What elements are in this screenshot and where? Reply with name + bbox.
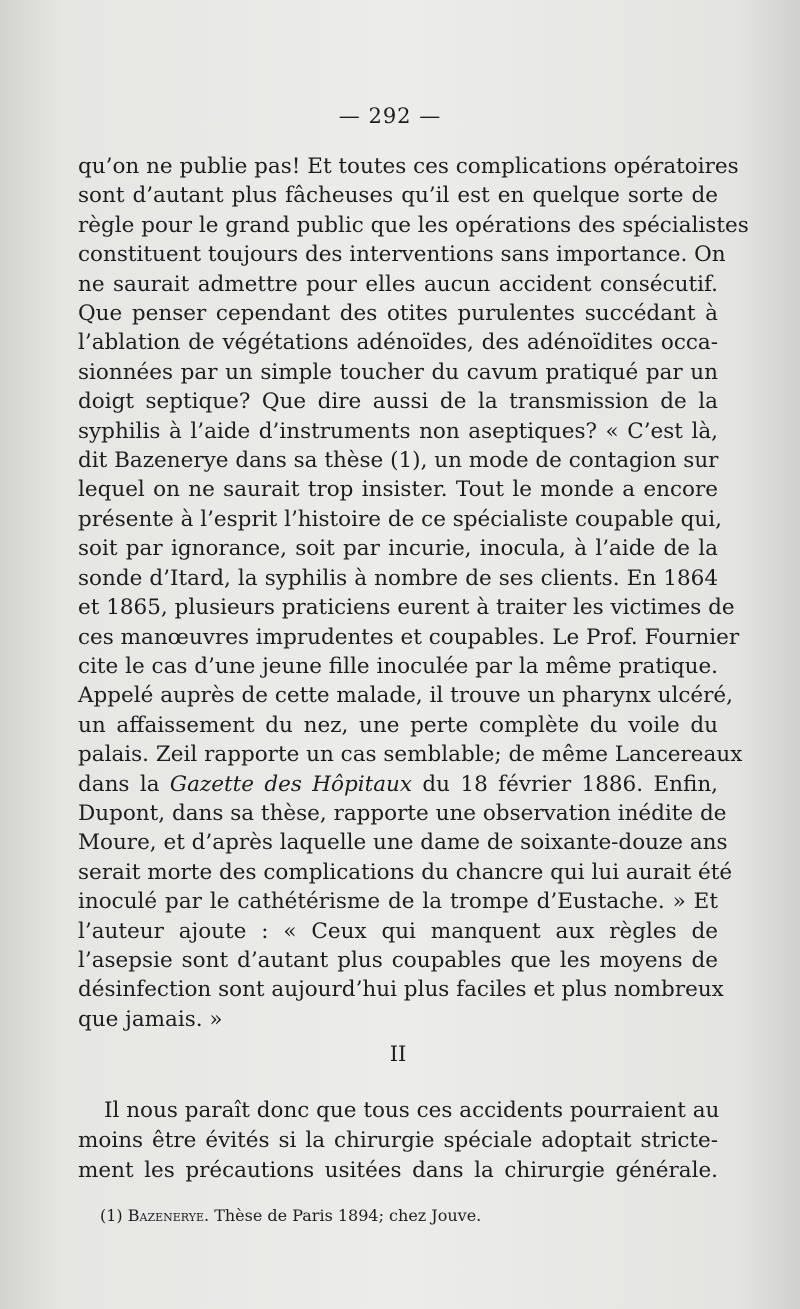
gazette-title: Gazette des Hôpitaux	[169, 771, 413, 797]
text-line: serait morte des complications du chancre qui lui aurait été	[78, 859, 733, 885]
text-line: l’auteur ajoute : « Ceux qui manquent aux règles de	[78, 918, 718, 944]
gazette-line-before: dans la	[78, 771, 170, 797]
text-line: et 1865, plusieurs praticiens eurent à traiter les victimes de	[78, 595, 735, 621]
footnote-author: Bazenerye	[127, 1206, 205, 1225]
text-line: sionnées par un simple toucher du cavum pratiqué par un	[78, 359, 718, 385]
footnote	[100, 1206, 700, 1225]
text-line: sonde d’Itard, la syphilis à nombre de ses clients. En 1864	[78, 565, 718, 591]
text-line: dit Bazenerye dans sa thèse (1), un mode de contagion sur	[78, 448, 719, 474]
text-line: règle pour le grand public que les opérations des spécialistes	[78, 212, 749, 238]
text-line: Moure, et d’après laquelle une dame de soixante-douze ans	[78, 830, 728, 856]
text-line: ces manœuvres imprudentes et coupables. Le Prof. Fournier	[78, 624, 740, 650]
section-heading: II	[389, 1042, 407, 1066]
paragraph-2	[78, 1096, 718, 1186]
text-line: palais. Zeil rapporte un cas semblable; de même Lancereaux	[78, 742, 743, 768]
text-line: Que penser cependant des otites purulentes succédant à	[78, 301, 718, 327]
text-line: qu’on ne publie pas! Et toutes ces complications opératoires	[78, 154, 739, 179]
text-line: l’asepsie sont d’autant plus coupables que les moyens de	[78, 947, 718, 973]
footnote-text: . Thèse de Paris 1894; chez Jouve.	[204, 1206, 482, 1225]
text-line: lequel on ne saurait trop insister. Tout le monde a encore	[78, 477, 718, 503]
text-line: syphilis à l’aide d’instruments non aseptiques? « C’est là,	[78, 418, 718, 444]
text-line: constituent toujours des interventions sans importance. On	[78, 242, 726, 268]
gazette-line-after: du 18 février 1886. Enfin,	[412, 771, 719, 797]
footnote-marker: (1)	[100, 1206, 123, 1225]
text-line: moins être évités si la chirurgie spéciale adoptait stricte-	[78, 1128, 718, 1153]
text-line: l’ablation de végétations adénoïdes, des adénoïdites occa-	[78, 330, 718, 356]
text-line: ne saurait admettre pour elles aucun accident consécutif.	[78, 271, 718, 297]
paragraph-1	[78, 152, 749, 1034]
text-line: doigt septique? Que dire aussi de la transmission de la	[78, 389, 718, 415]
text-line: désinfection sont aujourd’hui plus faciles et plus nombreux	[78, 977, 724, 1003]
text-line: inoculé par le cathétérisme de la trompe d’Eustache. » Et	[78, 889, 718, 915]
text-line: Il nous paraît donc que tous ces accidents pourraient au	[104, 1098, 720, 1123]
text-line: ment les précautions usitées dans la chirurgie générale.	[78, 1158, 718, 1183]
page-number: — 292 —	[338, 104, 442, 128]
text-line: un affaissement du nez, une perte complète du voile du	[78, 712, 718, 738]
text-line: cite le cas d’une jeune fille inoculée par la même pratique.	[78, 653, 718, 679]
text-line: sont d’autant plus fâcheuses qu’il est en quelque sorte de	[78, 183, 718, 209]
text-line: soit par ignorance, soit par incurie, inocula, à l’aide de la	[78, 536, 718, 562]
text-line: Appelé auprès de cette malade, il trouve un pharynx ulcéré,	[78, 683, 733, 709]
text-line: présente à l’esprit l’histoire de ce spécialiste coupable qui,	[78, 506, 722, 532]
gazette-line	[78, 770, 718, 799]
text-line: Dupont, dans sa thèse, rapporte une observation inédite de	[78, 800, 727, 826]
text-line: que jamais. »	[78, 1006, 223, 1032]
